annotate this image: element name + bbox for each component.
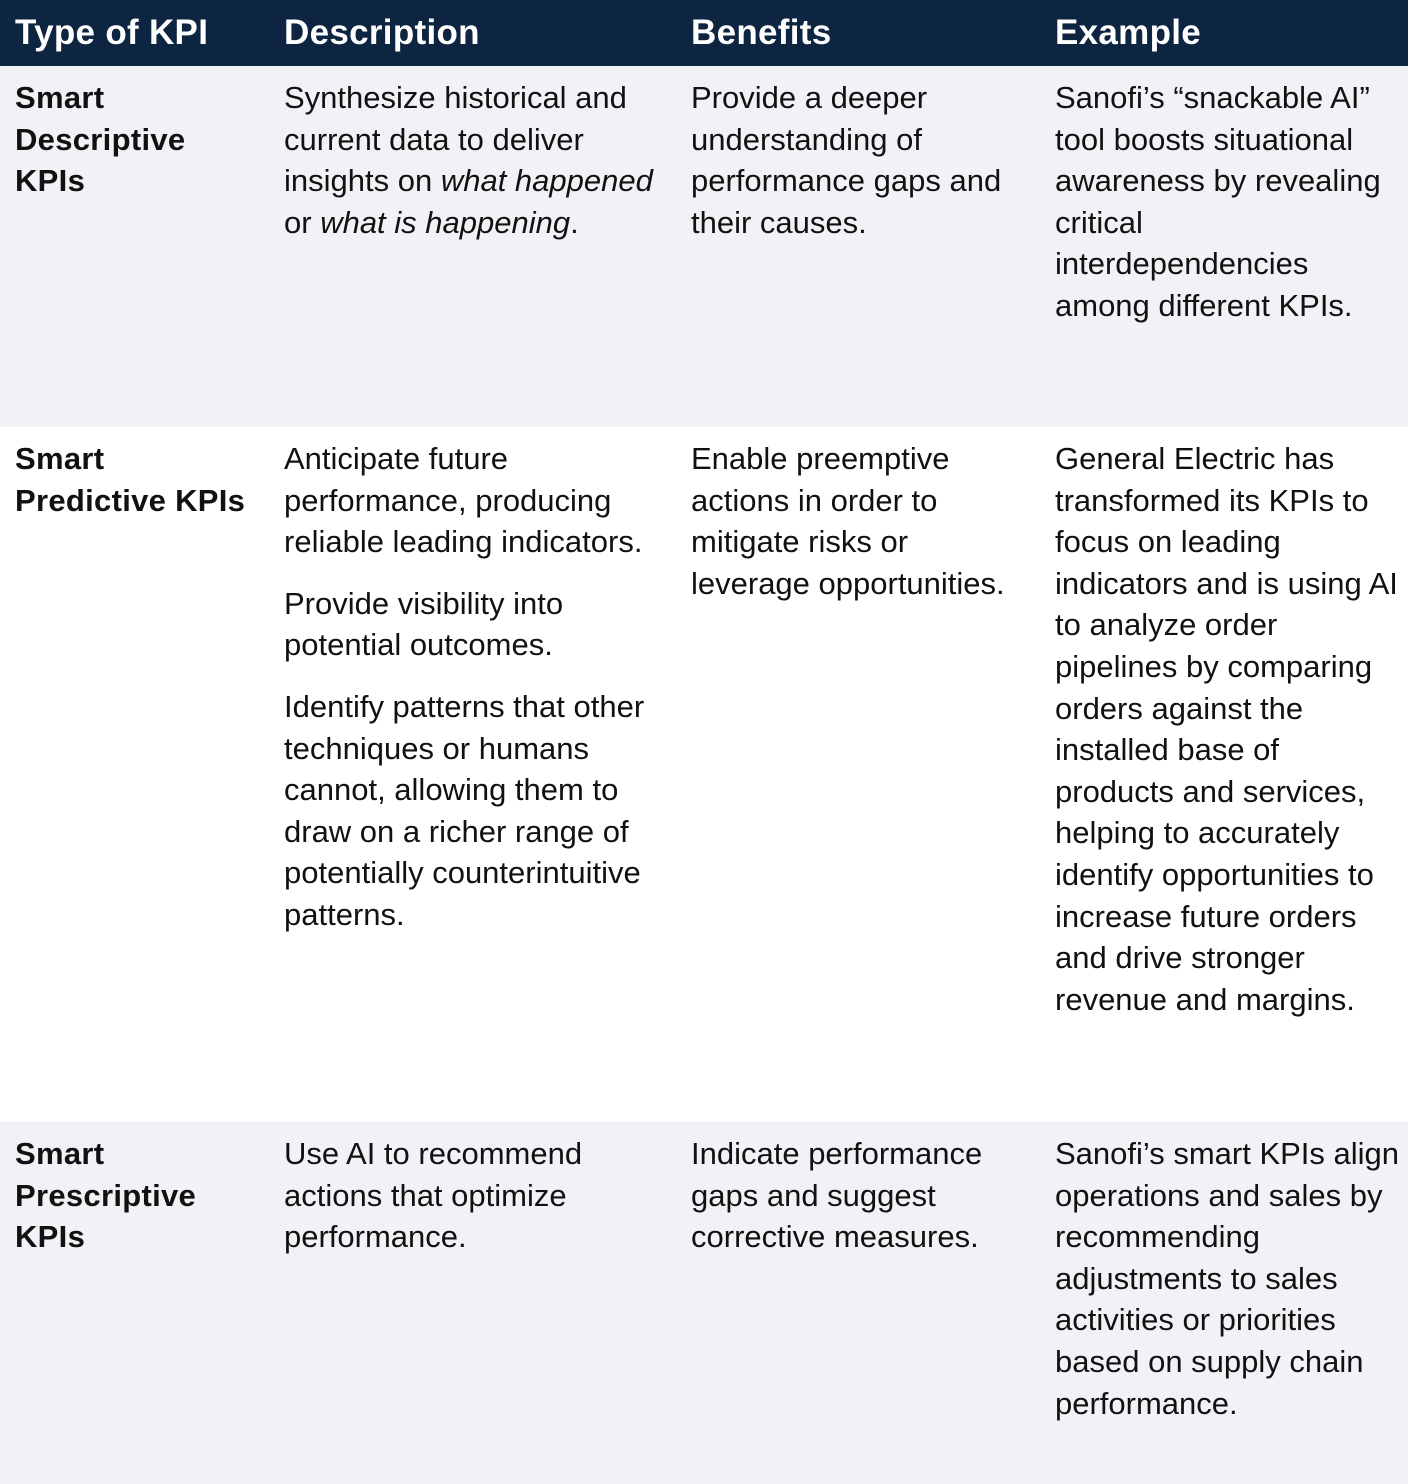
header-type-of-kpi: Type of KPI [15, 13, 209, 52]
kpi-type-label: Smart Descriptive KPIs [15, 80, 186, 199]
table-row [0, 427, 1408, 1122]
description-text: Synthesize historical and current data to deliver insights on what happened or what is happening. [284, 80, 653, 240]
description-paragraph: Anticipate future performance, producing reliable leading indicators. [284, 441, 643, 560]
kpi-description [268, 427, 672, 1122]
kpi-benefits [672, 66, 1038, 427]
kpi-description [268, 1122, 672, 1484]
description-paragraph: Identify patterns that other techniques or humans cannot, allowing them to draw on a richer range of potentially counterintuitive patterns. [284, 688, 645, 932]
kpi-example [1038, 1122, 1408, 1484]
kpi-example [1038, 427, 1408, 1122]
kpi-benefits [672, 1122, 1038, 1484]
kpi-type [0, 427, 268, 1122]
kpi-type-label: Smart Prescriptive KPIs [15, 1136, 197, 1255]
emphasis-text: what happened [440, 163, 653, 199]
emphasis-text: what is happening [320, 204, 571, 240]
kpi-example [1038, 66, 1408, 427]
table-row [0, 66, 1408, 427]
header-description: Description [284, 13, 480, 52]
example-text: Sanofi’s “snackable AI” tool boosts situational awareness by revealing critical interdependencies among different KPIs. [1055, 80, 1381, 323]
header-example: Example [1055, 13, 1202, 52]
table-header [0, 0, 1408, 66]
kpi-type-label: Smart Predictive KPIs [15, 441, 246, 518]
kpi-description [268, 66, 672, 427]
header-row [0, 0, 1408, 66]
example-text: Sanofi’s smart KPIs align operations and sales by recommending adjustments to sales activities or priorities based on supply chain performance. [1055, 1136, 1400, 1421]
kpi-type [0, 66, 268, 427]
table-row [0, 1122, 1408, 1484]
example-text: General Electric has transformed its KPIs to focus on leading indicators and is using AI to analyze order pipelines by comparing orders against the installed base of products and services, helping to accurately identify opportunities to increase future orders and drive stronger revenue and margins. [1055, 441, 1398, 1017]
benefits-text: Indicate performance gaps and suggest corrective measures. [691, 1136, 983, 1255]
description-text: Use AI to recommend actions that optimize performance. [284, 1136, 583, 1255]
description-paragraph: Provide visibility into potential outcomes. [284, 585, 564, 663]
kpi-benefits [672, 427, 1038, 1122]
benefits-text: Provide a deeper understanding of performance gaps and their causes. [691, 80, 1002, 240]
benefits-text: Enable preemptive actions in order to mitigate risks or leverage opportunities. [691, 441, 1005, 601]
kpi-type [0, 1122, 268, 1484]
header-benefits: Benefits [691, 13, 832, 52]
